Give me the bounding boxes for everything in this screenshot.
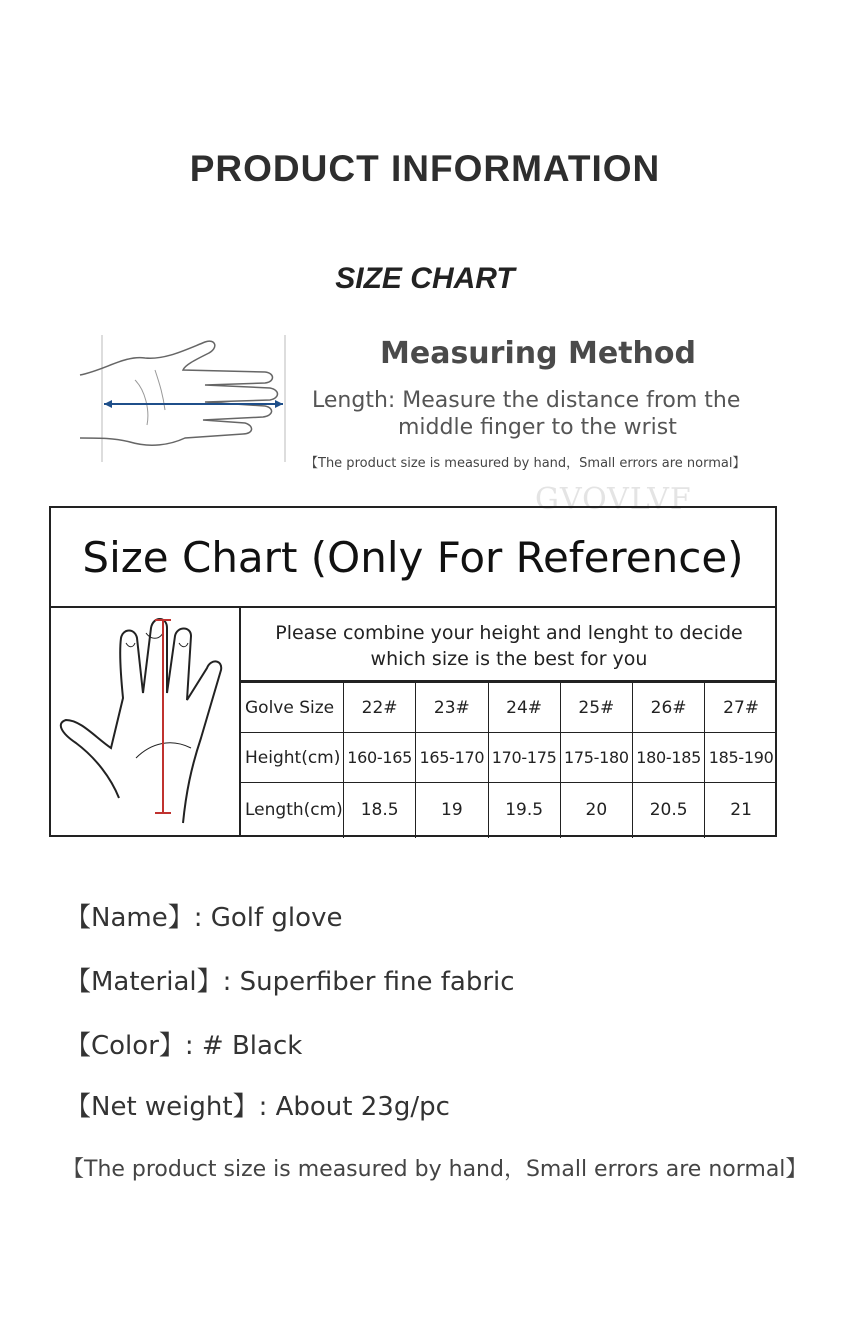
size-grid <box>241 682 777 838</box>
row-label-height: Height(cm) <box>241 733 344 783</box>
spec-material <box>65 961 515 998</box>
spec-weight-value: About 23g/pc <box>275 1092 450 1122</box>
table-row <box>241 733 777 783</box>
size-chart-table <box>49 506 777 837</box>
table-row <box>241 683 777 733</box>
table-cell: 19 <box>416 783 488 838</box>
row-label-size: Golve Size <box>241 683 344 733</box>
table-cell: 25# <box>560 683 632 733</box>
table-cell: 21 <box>705 783 777 838</box>
spec-name-key: 【Name】: <box>65 903 203 933</box>
table-cell: 26# <box>633 683 705 733</box>
size-advice <box>241 608 777 682</box>
table-cell: 180-185 <box>633 733 705 783</box>
spec-weight <box>65 1086 450 1123</box>
size-advice-line2: which size is the best for you <box>370 648 648 670</box>
table-cell: 20.5 <box>633 783 705 838</box>
row-label-length: Length(cm) <box>241 783 344 838</box>
size-advice-line1: Please combine your height and lenght to decide <box>275 622 743 644</box>
hand-length-illustration <box>51 608 241 837</box>
table-cell: 23# <box>416 683 488 733</box>
table-cell: 165-170 <box>416 733 488 783</box>
table-cell: 185-190 <box>705 733 777 783</box>
palm-icon <box>51 608 239 837</box>
size-chart-heading: Size Chart (Only For Reference) <box>51 508 775 608</box>
table-cell: 170-175 <box>488 733 560 783</box>
table-row <box>241 783 777 838</box>
table-cell: 19.5 <box>488 783 560 838</box>
spec-material-key: 【Material】: <box>65 967 232 997</box>
spec-weight-key: 【Net weight】: <box>65 1092 268 1122</box>
spec-material-value: Superfiber fine fabric <box>239 967 515 997</box>
hand-measure-illustration <box>75 330 295 465</box>
table-cell: 160-165 <box>344 733 416 783</box>
table-cell: 175-180 <box>560 733 632 783</box>
spec-color <box>65 1025 302 1062</box>
measuring-instruction: Length: Measure the distance from the <box>312 388 741 413</box>
footnote: 【The product size is measured by hand，Small errors are normal】 <box>62 1157 808 1182</box>
spec-color-key: 【Color】: <box>65 1031 194 1061</box>
spec-name <box>65 897 342 934</box>
table-cell: 22# <box>344 683 416 733</box>
table-cell: 27# <box>705 683 777 733</box>
table-cell: 18.5 <box>344 783 416 838</box>
spec-color-value: # Black <box>201 1031 303 1061</box>
measuring-method-title: Measuring Method <box>380 336 696 371</box>
measuring-note: 【The product size is measured by hand，Small errors are normal】 <box>305 456 746 471</box>
page-title: PRODUCT INFORMATION <box>189 148 661 189</box>
table-cell: 24# <box>488 683 560 733</box>
size-chart-subtitle: SIZE CHART <box>335 262 515 295</box>
measuring-instruction-cont: middle finger to the wrist <box>398 415 677 440</box>
brand-watermark: GVOVLVF <box>535 482 692 517</box>
table-cell: 20 <box>560 783 632 838</box>
spec-name-value: Golf glove <box>210 903 343 933</box>
